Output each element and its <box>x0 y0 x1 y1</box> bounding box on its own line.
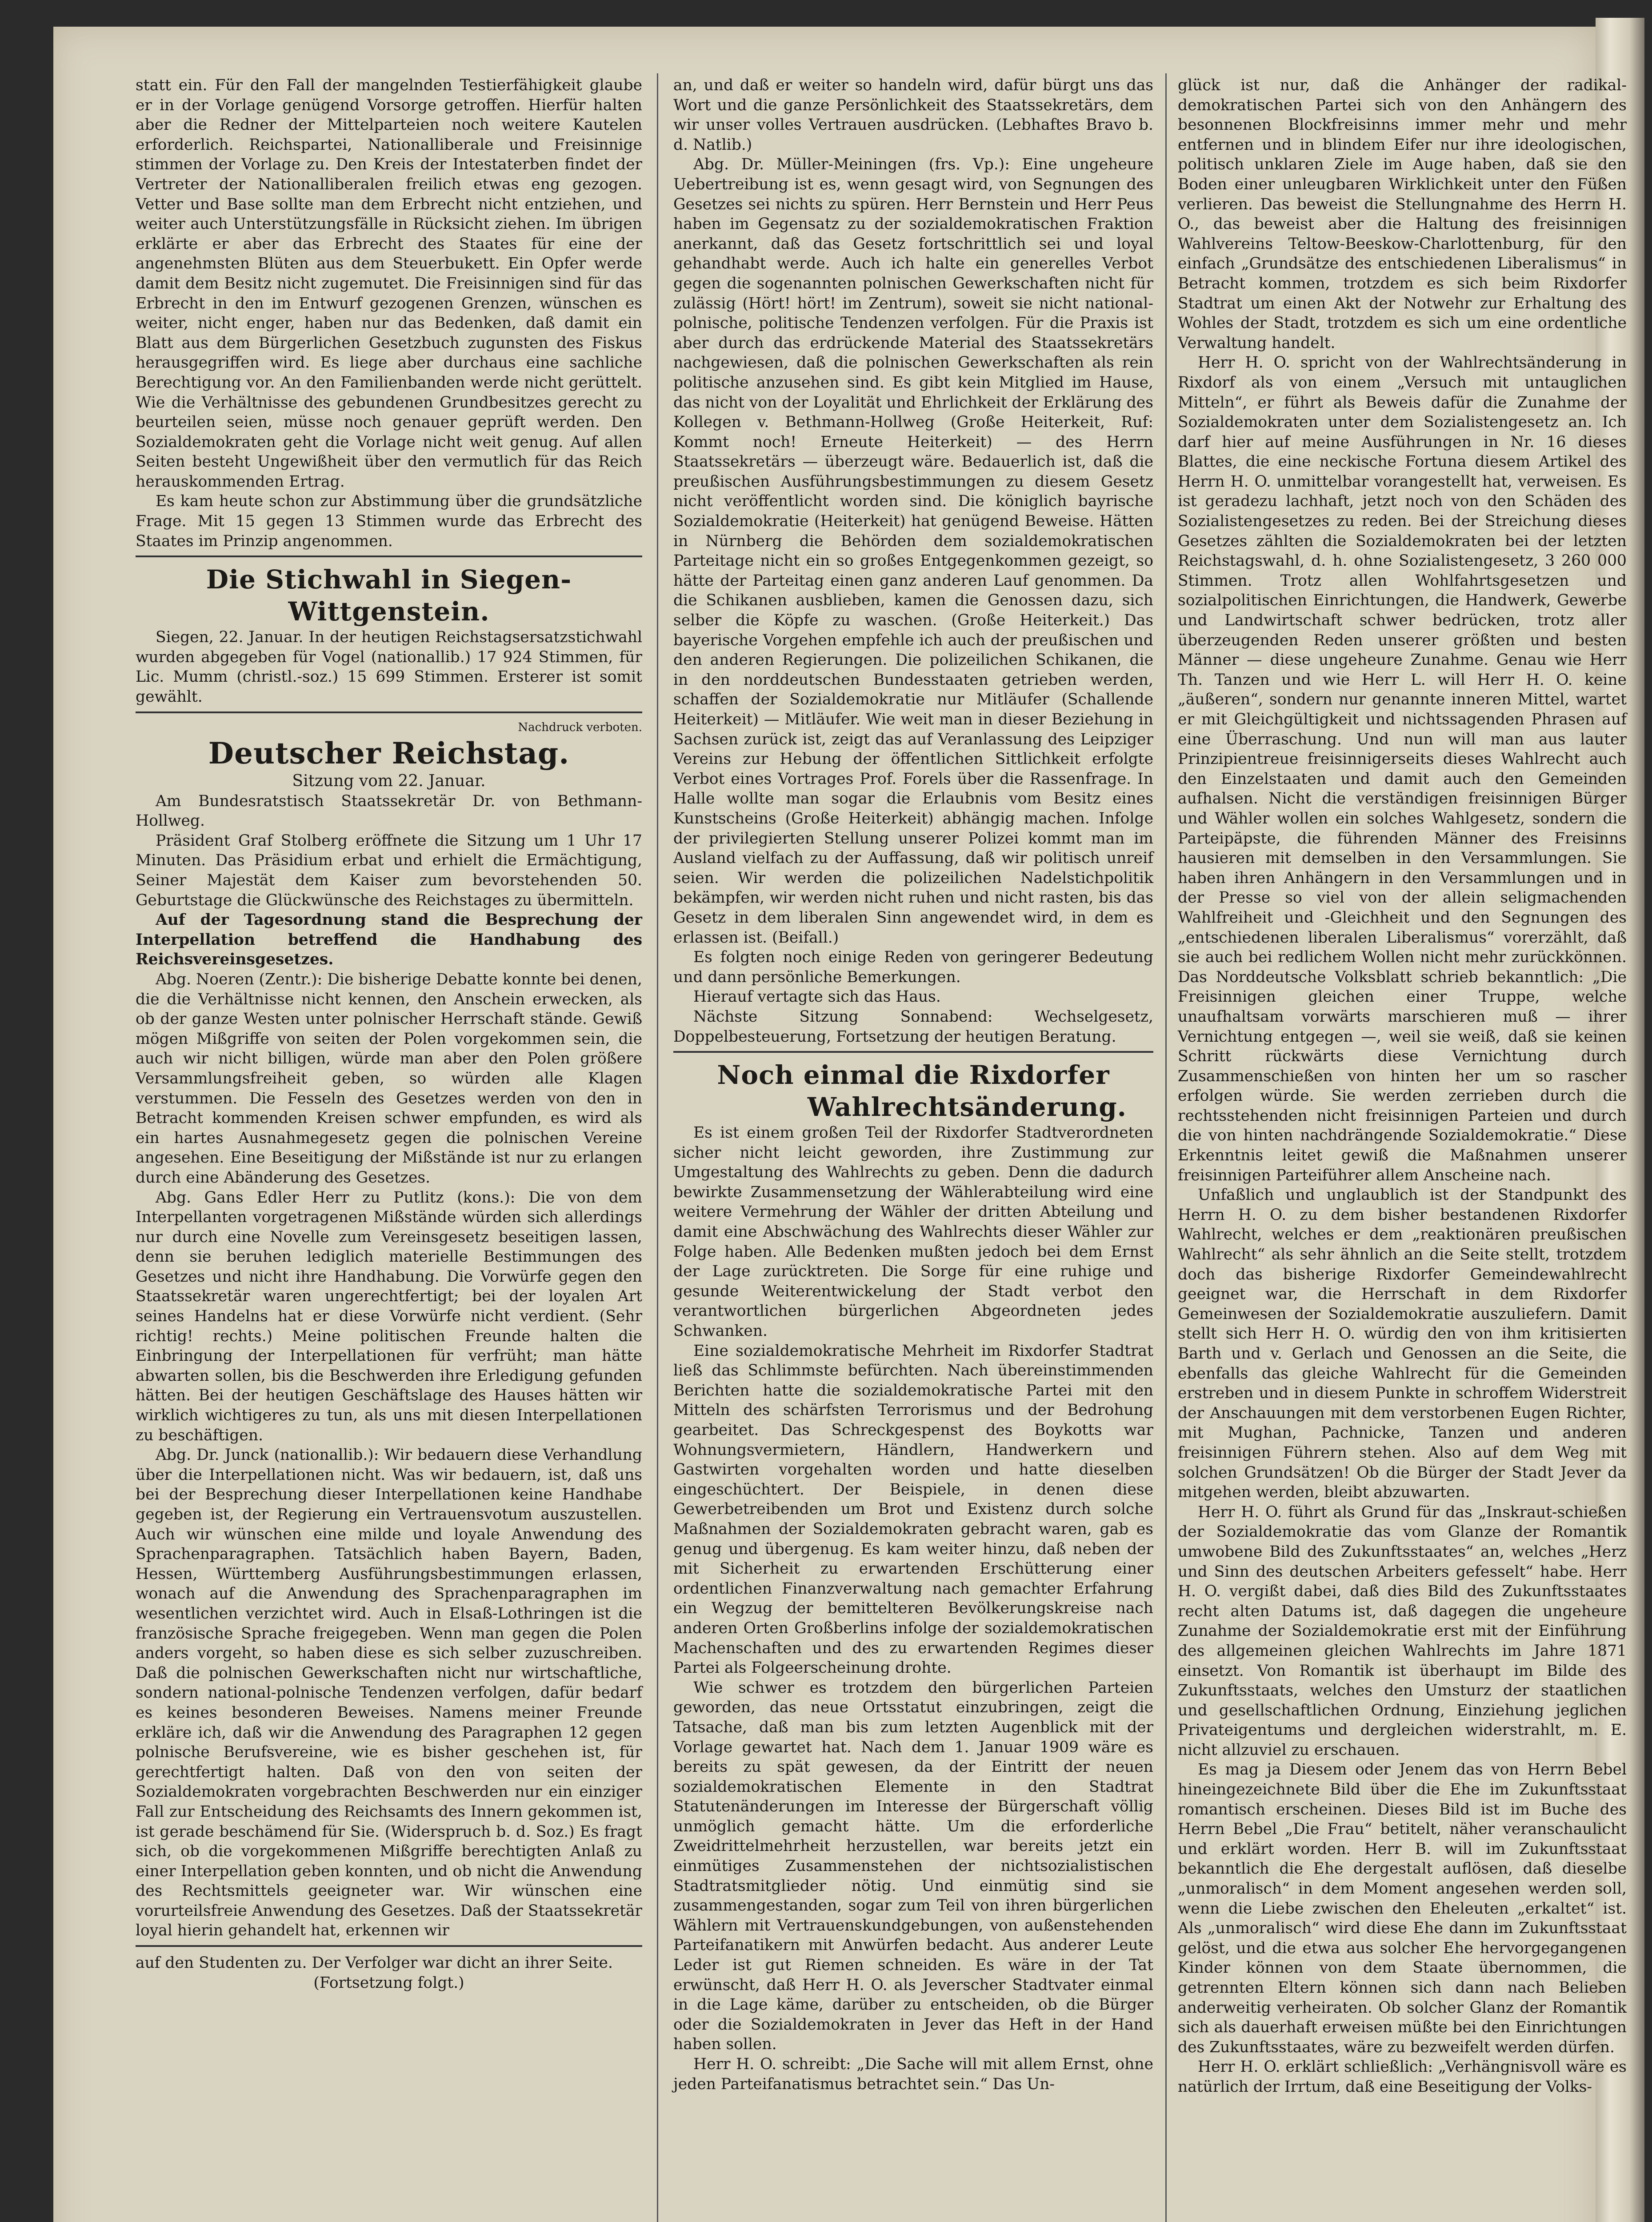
continuation-note: (Fortsetzung folgt.) <box>313 1974 464 1992</box>
paragraph-col3-5: Es mag ja Diesem oder Jenem das von Herrn Bebel hineingezeichnete Bild über die Ehe im Zukunftsstaat romantisch erscheinen. Dieses Bild ist im Buche des Herrn Bebel „Die Frau“ betitelt, näher veranschaulicht und erklärt worden. Herr B. will im Zukunftsstaat bekanntlich die Ehe dergestalt auflösen, daß dieselbe „unmoralisch“ in dem Moment angesehen werden soll, wenn die Liebe zwischen den Eheleuten „erkaltet“ ist. Als „unmoralisch“ wird diese Ehe dann im Zukunftsstaat gelöst, und die etwa aus solcher Ehe hervorgegangenen Kinder können von dem Staate übernommen, die getrennten Eltern können sich dann nach Belieben anderweitig verheiraten. Ob solcher Glanz der Romantik sich als dauerhaft erweisen müßte bei den Einrichtungen des Zukunftsstaates, wäre zu bezweifelt werden dürfen. <box>1178 1761 1627 2056</box>
column-rule <box>1165 73 1167 2222</box>
paragraph-rixdorf-4: Herr H. O. schreibt: „Die Sache will mit allem Ernst, ohne jeden Parteifanatismus betrachtet sein.“ Das Un- <box>673 2055 1153 2093</box>
paragraph-col3-6: Herr H. O. erklärt schließlich: „Verhängnisvoll wäre es natürlich der Irrtum, daß eine Beseitigung der Volks- <box>1178 2058 1627 2096</box>
paragraph-praesident: Präsident Graf Stolberg eröffnete die Sitzung um 1 Uhr 17 Minuten. Das Präsidium erbat und erhielt die Ermächtigung, Seiner Majestät dem Kaiser zum bevorstehenden 50. Geburtstage die Glückwünsche des Reichstages zu übermitteln. <box>136 831 642 909</box>
paragraph-erbrecht-debate: statt ein. Für den Fall der mangelnden Testierfähigkeit glaube er in der Vorlage genügend Vorsorge getroffen. Hierfür halten aber die Redner der Mittelparteien noch weitere Kautelen erforderlich. Reichspartei, Nationalliberale und Freisinnige stimmen der Vorlage zu. Den Kreis der Intestaterben findet der Vertreter der Nationalliberalen freilich etwas eng gezogen. Vetter und Base sollte man dem Erbrecht nicht entziehen, und weiter auch Unterstützungsfälle in Rücksicht ziehen. Im übrigen erklärte er aber das Erbrecht des Staates für eine der angenehmsten Blüten aus dem Steuerbukett. Ein Opfer werde damit dem Besitz nicht zugemutet. Die Freisinnigen sind für das Erbrecht in den im Entwurf gezogenen Grenzen, wünschen es weiter, nicht enger, haben nur das Bedenken, daß damit ein Blatt aus dem Bürgerlichen Gesetzbuch zugunsten des Fiskus herausgegriffen wird. Es liege aber durchaus eine sachliche Berechtigung vor. An den Familienbanden werde nicht gerüttelt. Wie die Verhältnisse des gebundenen Grundbesitzes gerecht zu beurteilen seien, müsse noch genauer geprüft werden. Den Sozialdemokraten geht die Vorlage nicht weit genug. Auf allen Seiten besteht Ungewißheit über den vermutlich für das Reich herauskommenden Ertrag. <box>136 76 642 491</box>
section-divider <box>136 711 642 713</box>
paragraph-noeren: Abg. Noeren (Zentr.): Die bisherige Debatte konnte bei denen, die die Verhältnisse nicht kennen, den Anschein erwecken, als ob der ganze Westen unter polnischer Herrschaft stände. Gewiß mögen Mißgriffe von seiten der Polen vorgekommen sein, die auch wir nicht billigen, würde man aber den Polen größere Versammlungsfreiheit geben, so würden alle Klagen verstummen. Die Fesseln des Gesetzes werden von den in Betracht kommenden Kreisen schwer empfunden, es wird als ein hartes Ausnahmegesetz gegen die polnischen Vereine angesehen. Eine Beseitigung der Mißstände ist nur zu erlangen durch eine Abänderung des Gesetzes. <box>136 970 642 1187</box>
paragraph-vertagt: Hierauf vertagte sich das Haus. <box>693 988 941 1006</box>
paragraph-mueller-meiningen: Abg. Dr. Müller-Meiningen (frs. Vp.): Eine ungeheure Uebertreibung ist es, wenn gesagt wird, von Segnungen des Gesetzes sei nichts zu spüren. Herr Bernstein und Herr Peus haben im Gegensatz zu der sozialdemokratischen Fraktion anerkannt, daß das Gesetz fortschrittlich sei und loyal gehandhabt werde. Auch ich halte ein generelles Verbot gegen die sogenannten polnischen Gewerkschaften nicht für zulässig (Hört! hört! im Zentrum), soweit sie nicht national-polnische, politische Tendenzen verfolgen. Für die Praxis ist aber durch das erdrückende Material des Staatssekretärs nachgewiesen, daß die polnischen Gewerkschaften als rein politische anzusehen sind. Es gibt kein Mitglied im Hause, das nicht von der Loyalität und Ehrlichkeit der Erklärung des Kollegen v. Bethmann-Hollweg (Große Heiterkeit, Ruf: Kommt noch! Erneute Heiterkeit) — des Herrn Staatssekretärs — überzeugt wäre. Bedauerlich ist, daß die preußischen Ausführungsbestimmungen zu diesem Gesetz nicht veröffentlicht worden sind. Die königlich bayrische Sozialdemokratie (Heiterkeit) hat genügend Beweise. Hätten in Nürnberg die Behörden dem sozialdemokratischen Parteitage nicht ein so großes Entgegenkommen gezeigt, so hätte der Parteitag einen ganz anderen Lauf genommen. Da die Schikanen ausblieben, kamen die Genossen dazu, sich selber die Köpfe zu waschen. (Große Heiterkeit.) Das bayerische Vorgehen empfehle ich auch der preußischen und den anderen Regierungen. Die polizeilichen Schikanen, die in den norddeutschen Bundesstaaten getrieben werden, schaffen der Sozialdemokratie nur Mitläufer (Schallende Heiterkeit) — Mitläufer. Wie weit man in dieser Beziehung in Sachsen zurück ist, zeigt das auf Veranlassung des Leipziger Vereins zur Hebung der öffentlichen Sittlichkeit erfolgte Verbot eines Vortrages Prof. Forels über die Rassenfrage. In Halle wollte man sogar die Erlaubnis vom Besitz eines Kunstscheins (Große Heiterkeit) abhängig machen. Infolge der privilegierten Stellung unserer Polizei kommt man im Ausland vielfach zu der Auffassung, daß wir politisch unreif seien. Wir werden die polizeilichen Nadelstichpolitik bekämpfen, wir werden nicht ruhen und nicht rasten, bis das Gesetz in dem liberalen Sinn angewendet wird, in dem es erlassen ist. (Beifall.) <box>673 156 1153 947</box>
reprint-notice: Nachdruck verboten. <box>518 720 642 734</box>
section-divider <box>673 1051 1153 1053</box>
headline-reichstag: Deutscher Reichstag. <box>208 735 570 771</box>
paragraph-tagesordnung: Auf der Tagesordnung stand die Besprechung der Interpellation betreffend die Handhabung des Reichsvereinsgesetzes. <box>136 911 642 969</box>
headline-stichwahl: Die Stichwahl in Siegen-Wittgenstein. <box>206 564 572 627</box>
paragraph-siegen-result: Siegen, 22. Januar. In der heutigen Reichstagsersatzstichwahl wurden abgegeben für Vogel (nationallib.) 17 924 Stimmen, für Lic. Mumm (christl.-soz.) 15 699 Stimmen. Ersterer ist somit gewählt. <box>136 628 642 706</box>
paragraph-bundesrat: Am Bundesratstisch Staatssekretär Dr. von Bethmann-Hollweg. <box>136 792 642 830</box>
column-3 <box>1178 76 1627 2097</box>
paragraph-col3-1: glück ist nur, daß die Anhänger der radikal-demokratischen Partei sich von den Anhängern des besonnenen Blockfreisinns immer mehr und mehr entfernen und in blindem Eifer nur ihre ideologischen, politisch unklaren Ziele im Auge haben, daß sie den Boden einer unleugbaren Wirklichkeit unter den Füßen verlieren. Das beweist die Stellungnahme des Herrn H. O., das beweist aber die Haltung des freisinnigen Wahlvereins Teltow-Beeskow-Charlottenburg, für den einfach „Grundsätze des entschiedenen Liberalismus“ in Betracht kommen, trotzdem es sich beim Rixdorfer Stadtrat um einen Akt der Notwehr zur Erhaltung des Wohles der Stadt, trotzdem es sich um eine ordentliche Verwaltung handelt. <box>1178 76 1627 352</box>
paragraph-naechste-sitzung: Nächste Sitzung Sonnabend: Wechselgesetz, Doppelbesteuerung, Fortsetzung der heutigen Beratung. <box>673 1007 1153 1046</box>
column-1 <box>136 76 642 1993</box>
headline-rixdorf <box>673 1059 1153 1123</box>
column-rule <box>657 73 658 2222</box>
paragraph-abstimmung: Es kam heute schon zur Abstimmung über die grundsätzliche Frage. Mit 15 gegen 13 Stimmen wurde das Erbrecht des Staates im Prinzip angenommen. <box>136 492 642 550</box>
headline-rixdorf-line1: Noch einmal die Rixdorfer <box>717 1060 1110 1091</box>
headline-rixdorf-line2: Wahlrechtsänderung. <box>807 1092 1127 1123</box>
paragraph-feuilleton-end: auf den Studenten zu. Der Verfolger war dicht an ihrer Seite. <box>136 1954 613 1972</box>
column-2 <box>673 76 1153 2094</box>
paragraph-col3-4: Herr H. O. führt als Grund für das „Inskraut-schießen der Sozialdemokratie das vom Glanze der Romantik umwobene Bild des Zukunftsstaates“ an, welches „Herz und Sinn des deutschen Arbeiters gefesselt“ habe. Herr H. O. vergißt dabei, daß dies Bild des Zukunftsstaates recht alten Datums ist, daß dagegen die ungeheure Zunahme der Sozialdemokratie erst mit der Einführung des allgemeinen gleichen Wahlrechts im Jahre 1871 einsetzt. Von Romantik ist überhaupt im Bilde des Zukunftsstaats, welches den Umsturz der staatlichen und gesellschaftlichen Ordnung, Einziehung jeglichen Privateigentums und dergleichen widerstrahlt, m. E. nicht allzuviel zu erschauen. <box>1178 1503 1627 1759</box>
paragraph-junck-cont: an, und daß er weiter so handeln wird, dafür bürgt uns das Wort und die ganze Persönlichkeit des Staatssekretärs, dem wir unser volles Vertrauen ausdrücken. (Lebhaftes Bravo b. d. Natlib.) <box>673 76 1153 154</box>
paragraph-reden: Es folgten noch einige Reden von geringerer Bedeutung und dann persönliche Bemerkungen. <box>673 948 1153 986</box>
paragraph-rixdorf-2: Eine sozialdemokratische Mehrheit im Rixdorfer Stadtrat ließ das Schlimmste befürchten. Nach übereinstimmenden Berichten hatte die sozialdemokratische Partei mit den Mitteln des schärfsten Terrorismus und der Bedrohung gearbeitet. Das Schreckgespenst des Boykotts war Wohnungsvermietern, Händlern, Handwerkern und Gastwirten vorgehalten worden und hatte dieselben eingeschüchtert. Der Beispiele, in denen diese Gewerbetreibenden um Brot und Existenz durch solche Maßnahmen der Sozialdemokraten gebracht waren, gab es genug und übergenug. Es kam weiter hinzu, daß neben der mit Sicherheit zu erwartenden Erschütterung einer ordentlichen Finanzverwaltung nach gemachter Erfahrung ein Wegzug der bemittelteren Bevölkerungskreise nach anderen Orten Großberlins infolge der sozialdemokratischen Machenschaften und des zu erwartenden Regimes dieser Partei als Folgeerscheinung drohte. <box>673 1342 1153 1677</box>
section-divider <box>136 556 642 557</box>
section-divider <box>136 1945 642 1947</box>
paragraph-col3-3: Unfaßlich und unglaublich ist der Standpunkt des Herrn H. O. zu dem bisher bestandenen Rixdorfer Wahlrecht, welches er dem „reaktionären preußischen Wahlrecht“ als sehr ähnlich an die Seite stellt, trotzdem doch das bisherige Rixdorfer Gemeindewahlrecht geeignet war, die Herrschaft in dem Rixdorfer Gemeinwesen der Sozialdemokratie auszuliefern. Damit stellt sich Herr H. O. würdig den von ihm kritisierten Barth und v. Gerlach und Genossen an die Seite, die ebenfalls das gleiche Wahlrecht für die Gemeinden erstreben und in diesem Punkte in schroffem Widerstreit der Anschauungen mit dem verstorbenen Eugen Richter, mit Mughan, Pachnicke, Tanzen und anderen freisinnigen Führern stehen. Also auf dem Weg mit solchen Grundsätzen! Ob die Bürger der Stadt Jever da mitgehen werden, bleibt abzuwarten. <box>1178 1186 1627 1502</box>
paragraph-rixdorf-1: Es ist einem großen Teil der Rixdorfer Stadtverordneten sicher nicht leicht geworden, ihre Zustimmung zur Umgestaltung des Wahlrechts zu geben. Denn die dadurch bewirkte Zusammensetzung der Wählerabteilung wird eine weitere Vermehrung der Wähler der dritten Abteilung und damit eine Abschwächung des Wahlrechts dieser Wähler zur Folge haben. Alle Bedenken mußten jedoch bei dem Ernst der Lage zurücktreten. Die Sorge für eine ruhige und gesunde Weiterentwickelung der Stadt verbot den verantwortlichen bürgerlichen Abgeordneten jedes Schwanken. <box>673 1124 1153 1340</box>
paragraph-junck: Abg. Dr. Junck (nationallib.): Wir bedauern diese Verhandlung über die Interpellationen nicht. Was wir bedauern, ist, daß uns bei der Besprechung dieser Interpellationen keine Handhabe gegeben ist, der Regierung ein Vertrauensvotum auszustellen. Auch wir wünschen eine milde und loyale Anwendung des Sprachenparagraphen. Tatsächlich haben Bayern, Baden, Hessen, Württemberg Ausführungsbestimmungen erlassen, wonach auf die Anwendung des Sprachenparagraphen im wesentlichen verzichtet wird. Auch in Elsaß-Lothringen ist die französische Sprache freigegeben. Wenn man gegen die Polen anders vorgeht, so haben diese es sich selber zuzuschreiben. Daß die polnischen Gewerkschaften nicht nur wirtschaftliche, sondern national-polnische Tendenzen verfolgen, dafür bedarf es keines besonderen Beweises. Namens meiner Freunde erkläre ich, daß wir die Anwendung des Paragraphen 12 gegen polnische Berufsvereine, wie es bisher geschehen ist, für gerechtfertigt halten. Daß von den von seiten der Sozialdemokraten vorgebrachten Beschwerden nur ein einziger Fall zur Entscheidung des Reichsamts des Innern gekommen ist, ist gerade beschämend für Sie. (Widerspruch b. d. Soz.) Es fragt sich, ob die vorgekommenen Mißgriffe berechtigten Anlaß zu einer Interpellation geben konnten, und ob nicht die Anwendung des Rechtsmittels geeigneter war. Wir wünschen eine vorurteilsfreie Anwendung des Gesetzes. Daß der Staatssekretär loyal hierin gehandelt hat, erkennen wir <box>136 1446 642 1940</box>
session-date: Sitzung vom 22. Januar. <box>292 771 486 790</box>
paragraph-putlitz: Abg. Gans Edler Herr zu Putlitz (kons.): Die von dem Interpellanten vorgetragenen Mißstände würden sich allerdings nur durch eine Novelle zum Vereinsgesetz beseitigen lassen, denn sie beruhen lediglich materielle Bestimmungen des Gesetzes und nicht ihre Handhabung. Die Vorwürfe gegen den Staatssekretär waren ungerechtfertigt; bei der loyalen Art seines Handelns hat er diese Vorwürfe nicht verdient. (Sehr richtig! rechts.) Meine politischen Freunde halten die Einbringung der Interpellationen für verfrüht; man hätte abwarten sollen, bis die Beschwerden ihre Erledigung gefunden hätten. Bei der heutigen Geschäftslage des Hauses hätten wir wirklich wichtigeres zu tun, als uns mit diesen Interpellationen zu beschäftigen. <box>136 1188 642 1444</box>
paragraph-col3-2: Herr H. O. spricht von der Wahlrechtsänderung in Rixdorf als von einem „Versuch mit untauglichen Mitteln“, er führt als Beweis dafür die Zunahme der Sozialdemokraten unter dem Sozialistengesetz an. Ich darf hier auf meine Ausführungen in Nr. 16 dieses Blattes, die eine neckische Fortuna diesem Artikel des Herrn H. O. unmittelbar vorangestellt hat, verweisen. Es ist geradezu lachhaft, jetzt noch von den Schäden des Sozialistengesetzes zu reden. Bei der Streichung dieses Gesetzes zählten die Sozialdemokraten bei der letzten Reichstagswahl, d. h. ohne Sozialistengesetz, 3 260 000 Stimmen. Trotz allen Wohlfahrtsgesetzen und sozialpolitischen Einrichtungen, die Handwerk, Gewerbe und Landwirtschaft schwer bedrücken, trotz aller überzeugenden Reden unserer größten und besten Männer — diese ungeheure Zunahme. Genau wie Herr Th. Tanzen und wie Herr L. will Herr H. O. keine „äußeren“, sondern nur genannte inneren Mittel, wartet er mit Gleichgültigkeit und nichtssagenden Phrasen auf eine Überraschung. Und nun will man aus lauter Prinzipientreue freisinnigerseits dieses Wahlrecht auch den Einzelstaaten und damit auch den Gemeinden aufhalsen. Nicht die verständigen freisinnigen Bürger und Wähler wollen ein solches Wahlgesetz, sondern die Parteipäpste, die führenden Männer des Freisinns hausieren mit demselben in den Versammlungen. Sie haben ihren Anhängern in den Versammlungen und in der Presse so viel von der allein seligmachenden Wahlfreiheit und -Gleichheit und den Segnungen des „entschiedenen liberalen Liberalismus“ vorerzählt, daß sie auch bei redlichem Wollen nicht mehr zurückkönnen. Das Norddeutsche Volksblatt schrieb bekanntlich: „Die Freisinnigen gleichen einer Truppe, welche unaufhaltsam vorwärts marschieren muß — ihrer Vernichtung entgegen —, weil sie weiß, daß sie keinen Schritt rückwärts diese Vernichtung durch Zusammenschießen von hinten her um so rascher erfolgen würde. Sie werden zerrieben durch die rechtsstehenden nicht freisinnigen Parteien und durch die von hinten nachdrängende Sozialdemokratie.“ Diese Erkenntnis leitet gewiß die Maßnahmen unserer freisinnigen Parteiführer allem Anscheine nach. <box>1178 354 1627 1184</box>
paragraph-rixdorf-3: Wie schwer es trotzdem den bürgerlichen Parteien geworden, das neue Ortsstatut einzubringen, zeigt die Tatsache, daß man bis zum letzten Augenblick mit der Vorlage gewartet hat. Nach dem 1. Januar 1909 wäre es bereits zu spät gewesen, da der Eintritt der neuen sozialdemokratischen Elemente in den Stadtrat Statutenänderungen im Interesse der Bürgerschaft völlig unmöglich gemacht hätte. Um die erforderliche Zweidrittelmehrheit herzustellen, war bereits jetzt ein einmütiges Zusammenstehen der nichtsozialistischen Stadtratsmitglieder nötig. Und einmütig sind sie zusammengestanden, sogar zum Teil von ihren bürgerlichen Wählern mit Vertrauenskundgebungen, von außenstehenden Parteifanatikern mit Anwürfen bedacht. Aus anderer Leute Leder ist gut Riemen schneiden. Es wäre in der Tat erwünscht, daß Herr H. O. als Jeverscher Stadtvater einmal in die Lage käme, darüber zu entscheiden, ob die Bürger oder die Sozialdemokraten in Jever das Heft in der Hand haben sollen. <box>673 1678 1153 2054</box>
